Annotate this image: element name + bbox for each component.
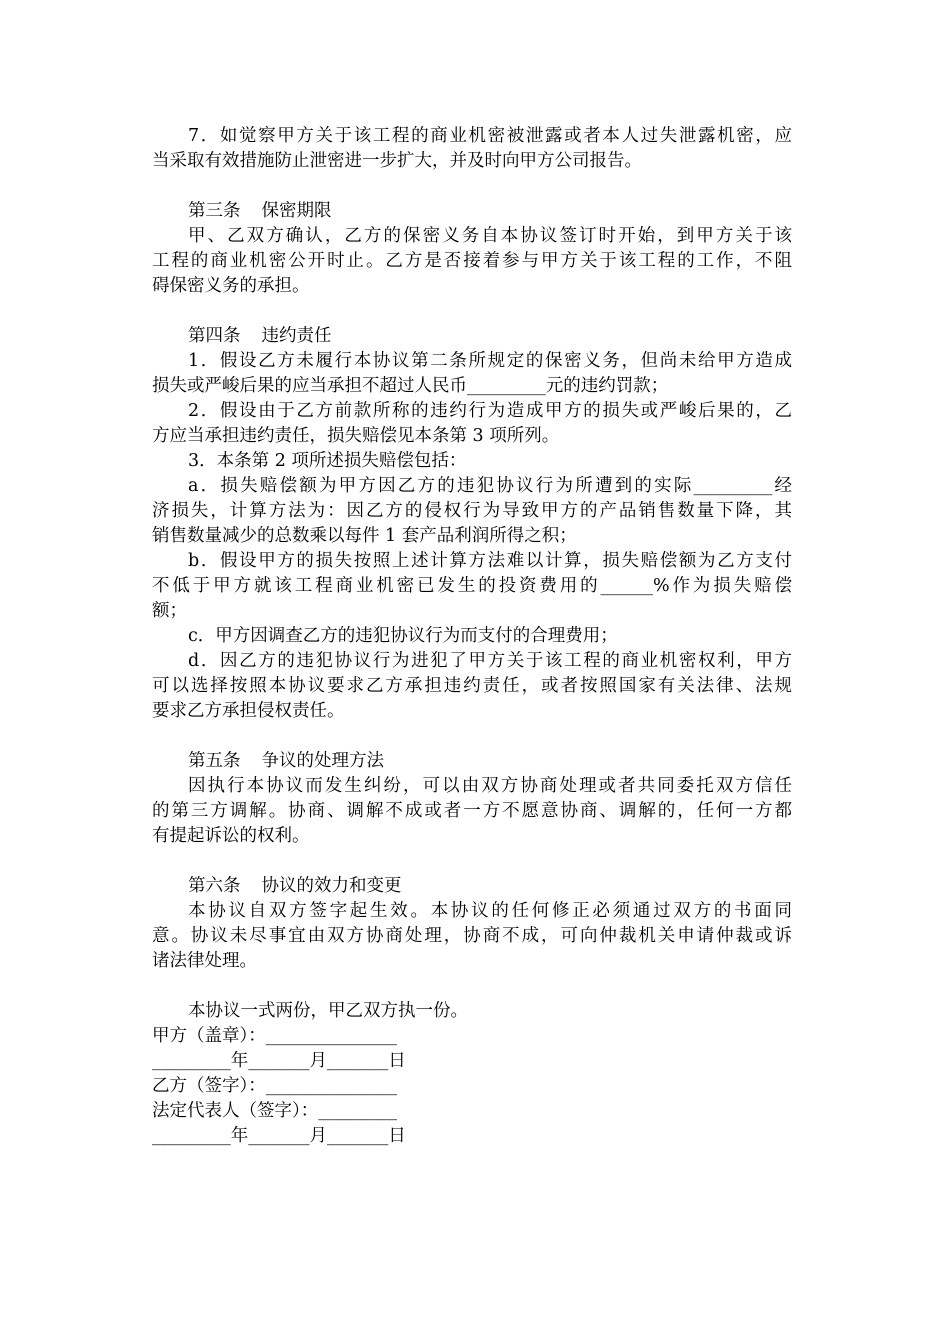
article-4-title: 违约责任 (261, 326, 332, 346)
article-4-number: 第四条 (188, 326, 241, 346)
article-4-item-a-line-1: a．损失赔偿额为甲方因乙方的违犯协议行为所遭到的实际_________经 (188, 476, 792, 496)
article-6-line-2: 意。协议未尽事宜由双方协商处理，协商不成，可向仲裁机关申请仲裁或诉 (152, 926, 792, 946)
article-4-item-1-line-1: 1．假设乙方未履行本协议第二条所规定的保密义务，但尚未给甲方造成 (188, 351, 792, 371)
article-3-title: 保密期限 (261, 201, 332, 221)
article-2-item-7-line-2: 当采取有效措施防止泄密进一步扩大，并及时向甲方公司报告。 (152, 151, 642, 171)
article-3-heading (188, 199, 792, 224)
legal-representative-signature-line: 法定代表人（签字）：_________ (152, 1101, 397, 1121)
party-b-signature-line: 乙方（签字）：_______________ (152, 1076, 397, 1096)
party-a-seal-line: 甲方（盖章）：_______________ (152, 1026, 397, 1046)
article-4-item-2-line-2: 方应当承担违约责任，损失赔偿见本条第 3 项所列。 (152, 426, 560, 446)
article-5-line-3: 有提起诉讼的权利。 (152, 826, 310, 846)
article-5-line-2: 的第三方调解。协商、调解不成或者一方不愿意协商、调解的，任何一方都 (152, 801, 792, 821)
article-3-number: 第三条 (188, 201, 241, 221)
article-4-item-1-line-2: 损失或严峻后果的应当承担不超过人民币_________元的违约罚款； (152, 376, 669, 396)
article-5-number: 第五条 (188, 751, 241, 771)
article-6-number: 第六条 (188, 876, 241, 896)
article-4-item-b-line-1: b．假设甲方的损失按照上述计算方法难以计算，损失赔偿额为乙方支付 (188, 551, 792, 571)
article-6-line-1: 本协议自双方签字起生效。本协议的任何修正必须通过双方的书面同 (188, 901, 792, 921)
party-a-date-line: _________年_______月_______日 (152, 1051, 406, 1071)
article-4-item-d-line-1: d．因乙方的违犯协议行为进犯了甲方关于该工程的商业机密权利，甲方 (188, 651, 792, 671)
article-2-item-7-line-1: 7．如觉察甲方关于该工程的商业机密被泄露或者本人过失泄露机密，应 (188, 126, 792, 146)
article-5-title: 争议的处理方法 (261, 751, 384, 771)
article-4-item-c: c．甲方因调查乙方的违犯协议行为而支付的合理费用； (188, 626, 618, 646)
article-4-item-2-line-1: 2．假设由于乙方前款所称的违约行为造成甲方的损失或严峻后果的，乙 (188, 401, 792, 421)
article-4-heading (188, 324, 792, 349)
article-4-item-d-line-2: 可以选择按照本协议要求乙方承担违约责任，或者按照国家有关法律、法规 (152, 676, 792, 696)
article-3-line-2: 工程的商业机密公开时止。乙方是否接着参与甲方关于该工程的工作，不阻 (152, 251, 792, 271)
article-6-title: 协议的效力和变更 (261, 876, 402, 896)
article-3-line-3: 碍保密义务的承担。 (152, 276, 310, 296)
article-5-heading (188, 749, 792, 774)
article-4-item-a-line-3: 销售数量减少的总数乘以每件 1 套产品利润所得之积； (152, 526, 577, 546)
article-6-heading (188, 874, 792, 899)
party-b-date-line: _________年_______月_______日 (152, 1126, 406, 1146)
copies-statement: 本协议一式两份，甲乙双方执一份。 (188, 1001, 468, 1021)
article-6-line-3: 诸法律处理。 (152, 951, 257, 971)
article-4-item-b-line-3: 额； (152, 601, 187, 621)
article-5-line-1: 因执行本协议而发生纠纷，可以由双方协商处理或者共同委托双方信任 (188, 776, 792, 796)
article-4-item-3: 3．本条第 2 项所述损失赔偿包括： (188, 451, 467, 471)
article-3-line-1: 甲、乙双方确认，乙方的保密义务自本协议签订时开始，到甲方关于该 (188, 226, 792, 246)
article-4-item-a-line-2: 济损失，计算方法为：因乙方的侵权行为导致甲方的产品销售数量下降，其 (152, 501, 792, 521)
article-4-item-d-line-3: 要求乙方承担侵权责任。 (152, 701, 345, 721)
article-4-item-b-line-2: 不低于甲方就该工程商业机密已发生的投资费用的______%作为损失赔偿 (152, 576, 792, 596)
